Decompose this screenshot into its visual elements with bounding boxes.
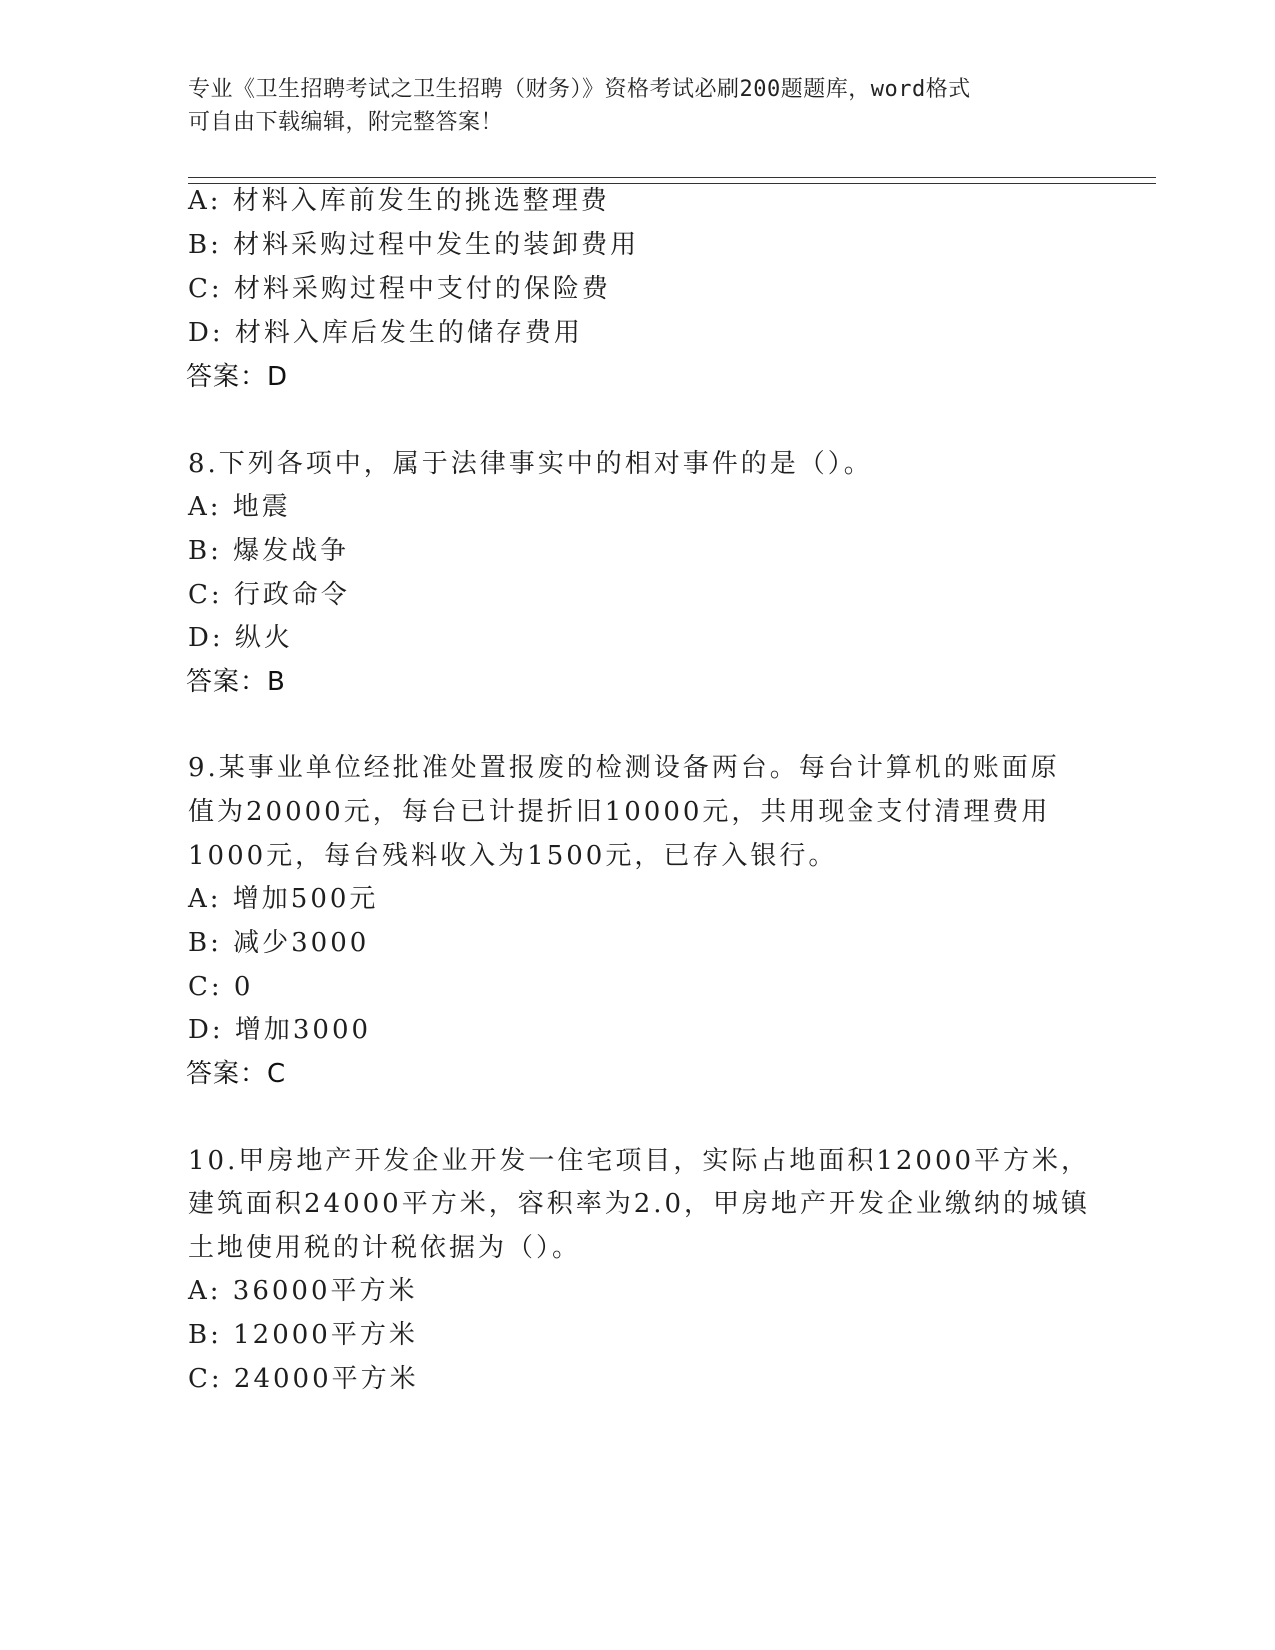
prev-option-c: C: 材料采购过程中支付的保险费	[188, 274, 611, 304]
q8-option-d: D: 纵火	[188, 623, 293, 653]
q8-option-a: A: 地震	[188, 492, 291, 522]
q9-stem-line-2: 值为20000元，每台已计提折旧10000元，共用现金支付清理费用	[188, 797, 1051, 827]
q9-stem-line-1: 9.某事业单位经批准处置报废的检测设备两台。每台计算机的账面原	[188, 753, 1060, 783]
q9-option-b: B: 减少3000	[188, 928, 370, 958]
document-header	[188, 73, 1068, 139]
header-divider-top	[188, 177, 1156, 178]
prev-answer: 答案：D	[186, 362, 289, 392]
q8-option-c: C: 行政命令	[188, 580, 350, 610]
q8-stem: 8.下列各项中，属于法律事实中的相对事件的是（）。	[188, 449, 873, 479]
prev-option-a: A: 材料入库前发生的挑选整理费	[188, 186, 610, 216]
header-line-1: 专业《卫生招聘考试之卫生招聘（财务）》资格考试必刷200题题库，word格式	[188, 77, 971, 102]
q9-option-d: D: 增加3000	[188, 1015, 372, 1045]
q10-option-a: A: 36000平方米	[188, 1276, 418, 1306]
prev-option-b: B: 材料采购过程中发生的装卸费用	[188, 230, 640, 260]
header-divider-bottom	[188, 183, 1156, 184]
q9-option-a: A: 增加500元	[188, 884, 379, 914]
q10-stem-line-1: 10.甲房地产开发企业开发一住宅项目，实际占地面积12000平方米，	[188, 1146, 1091, 1176]
q9-option-c: C: 0	[188, 972, 254, 1002]
q9-answer: 答案：C	[186, 1059, 287, 1089]
q9-stem-line-3: 1000元，每台残料收入为1500元，已存入银行。	[188, 841, 838, 871]
q10-stem-line-2: 建筑面积24000平方米，容积率为2.0，甲房地产开发企业缴纳的城镇	[188, 1189, 1091, 1219]
q8-answer: 答案：B	[186, 667, 286, 697]
q8-option-b: B: 爆发战争	[188, 536, 350, 566]
q10-option-c: C: 24000平方米	[188, 1364, 419, 1394]
prev-option-d: D: 材料入库后发生的储存费用	[188, 318, 583, 348]
q10-stem-line-3: 土地使用税的计税依据为（）。	[188, 1233, 582, 1263]
header-line-2: 可自由下载编辑，附完整答案！	[188, 110, 504, 135]
q10-option-b: B: 12000平方米	[188, 1320, 418, 1350]
